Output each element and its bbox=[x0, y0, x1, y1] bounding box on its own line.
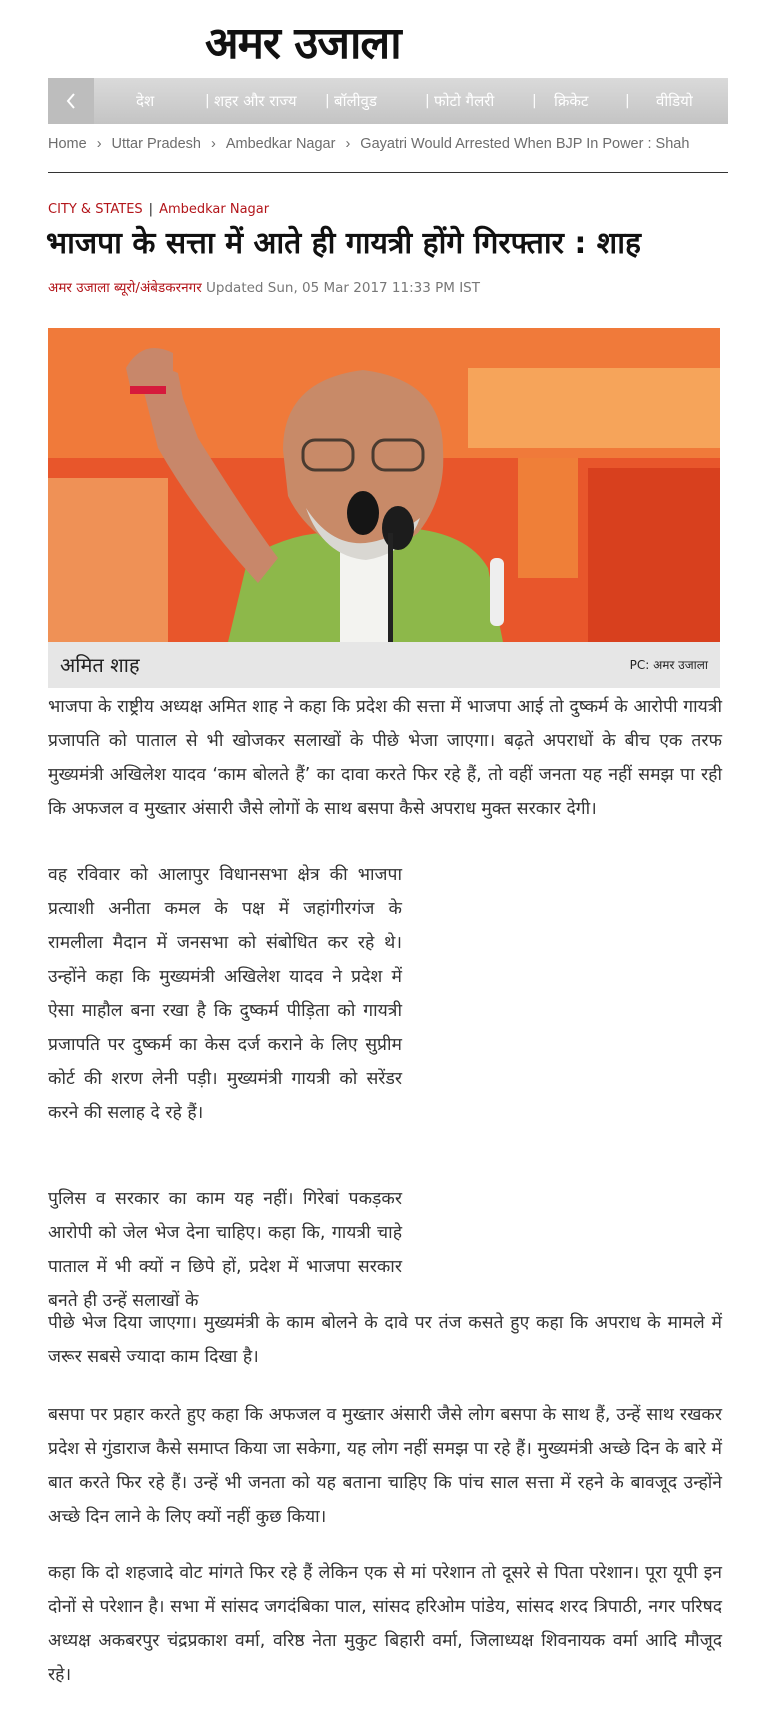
speaker-photo-illustration bbox=[48, 328, 720, 642]
breadcrumb-uttar-pradesh[interactable]: Uttar Pradesh bbox=[111, 136, 201, 152]
chevron-left-icon bbox=[65, 92, 77, 110]
nav-item-photo-gallery[interactable]: फोटो गैलरी bbox=[434, 92, 495, 110]
byline-author[interactable]: अमर उजाला ब्यूरो/अंबेडकरनगर bbox=[48, 280, 202, 296]
article-paragraph: बसपा पर प्रहार करते हुए कहा कि अफजल व मुख्तार अंसारी जैसे लोग बसपा के साथ हैं, उन्हें साथ रखकर प्रदेश से गुंडाराज कैसे समाप्त किया जा सकेगा, यह लोग नहीं समझ पा रहे हैं। मुख्यमंत्री अच्छे दिन के बारे में बात करते फिर रहे हैं। उन्हें भी जनता को यह बताना चाहिए कि पांच साल सत्ता में रहने के बावजूद उन्होंने अच्छे दिन लाने के लिए क्यों नहीं कुछ किया। bbox=[48, 1405, 722, 1527]
nav-item-desh[interactable]: देश bbox=[136, 92, 155, 110]
nav-item-shahar[interactable]: शहर और राज्य bbox=[214, 92, 297, 110]
nav-separator: | bbox=[425, 93, 430, 109]
nav-separator: | bbox=[205, 93, 210, 109]
breadcrumb-home[interactable]: Home bbox=[48, 136, 87, 152]
article-headline: भाजपा के सत्ता में आते ही गायत्री होंगे गिरफ्तार : शाह bbox=[46, 226, 641, 261]
article-paragraph: भाजपा के राष्ट्रीय अध्यक्ष अमित शाह ने कहा कि प्रदेश की सत्ता में भाजपा आई तो दुष्कर्म के आरोपी गायत्री प्रजापति को पाताल से भी खोजकर सलाखों के पीछे भेजा जाएगा। बढ़ते अपराधों के बीच एक तरफ मुख्यमंत्री अखिलेश यादव ‘काम बोलते हैं’ का दावा करते फिर रहे हैं, तो वहीं जनता यह नहीं समझ पा रही कि अफजल व मुख्तार अंसारी जैसे लोगों के साथ बसपा कैसे अपराध मुक्त सरकार देगी। bbox=[48, 697, 722, 819]
nav-separator: | bbox=[532, 93, 537, 109]
breadcrumb-separator: › bbox=[211, 136, 216, 152]
byline-updated: Updated Sun, 05 Mar 2017 11:33 PM IST bbox=[206, 280, 480, 296]
breadcrumb-separator: › bbox=[96, 136, 102, 152]
nav-item-bollywood[interactable]: बॉलीवुड bbox=[334, 92, 377, 110]
nav-separator: | bbox=[325, 93, 330, 109]
breadcrumb-ambedkar-nagar[interactable]: Ambedkar Nagar bbox=[225, 136, 336, 152]
nav-item-cricket[interactable]: क्रिकेट bbox=[554, 92, 589, 110]
article-paragraph: पीछे भेज दिया जाएगा। मुख्यमंत्री के काम बोलने के दावे पर तंज कसते हुए कहा कि अपराध के मामले में जरूर सबसे ज्यादा काम दिखा है। bbox=[48, 1313, 722, 1367]
article-paragraph: पुलिस व सरकार का काम यह नहीं। गिरेबां पकड़कर आरोपी को जेल भेज देना चाहिए। कहा कि, गायत्री चाहे पाताल में भी क्यों न छिपे हों, प्रदेश में भाजपा सरकार बनते ही उन्हें सलाखों के bbox=[48, 1189, 402, 1311]
breadcrumb-current: Gayatri Would Arrested When BJP In Power : Shah bbox=[360, 136, 690, 152]
image-caption: अमित शाह bbox=[60, 653, 140, 677]
nav-prev-button[interactable] bbox=[48, 78, 94, 124]
category-links bbox=[48, 202, 269, 217]
breadcrumb bbox=[48, 136, 738, 158]
image-caption-bar bbox=[48, 642, 720, 688]
nav-separator: | bbox=[625, 93, 630, 109]
article-paragraph: कहा कि दो शहजादे वोट मांगते फिर रहे हैं लेकिन एक से मां परेशान तो दूसरे से पिता परेशान। पूरा यूपी इन दोनों से परेशान है। सभा में सांसद जगदंबिका पाल, सांसद हरिओम पांडेय, सांसद शरद त्रिपाठी, नगर परिषद अध्यक्ष अकबरपुर चंद्रप्रकाश वर्मा, वरिष्ठ नेता मुकुट बिहारी वर्मा, जिलाध्यक्ष शिवनायक वर्मा आदि मौजूद रहे। bbox=[48, 1563, 722, 1685]
site-logo[interactable]: अमर उजाला bbox=[205, 18, 401, 69]
category-ambedkar-nagar[interactable]: Ambedkar Nagar bbox=[159, 202, 270, 217]
nav-item-video[interactable]: वीडियो bbox=[656, 92, 693, 110]
article-hero-image bbox=[48, 328, 720, 642]
image-credit: PC: अमर उजाला bbox=[629, 658, 708, 672]
breadcrumb-separator: › bbox=[345, 136, 351, 152]
category-separator: | bbox=[148, 202, 154, 217]
article-byline bbox=[48, 278, 480, 296]
article-paragraph: वह रविवार को आलापुर विधानसभा क्षेत्र की भाजपा प्रत्याशी अनीता कमल के पक्ष में जहांगीरगंज के रामलीला मैदान में जनसभा को संबोधित कर रहे थे। उन्होंने कहा कि मुख्यमंत्री अखिलेश यादव ने प्रदेश में ऐसा माहौल बना रखा है कि दुष्कर्म पीड़िता को गायत्री प्रजापति पर दुष्कर्म का केस दर्ज कराने के लिए सुप्रीम कोर्ट की शरण लेनी पड़ी। मुख्यमंत्री गायत्री को सरेंडर करने की सलाह दे रहे हैं। bbox=[48, 865, 402, 1123]
top-navigation bbox=[48, 78, 728, 124]
divider bbox=[48, 172, 728, 173]
category-city-states[interactable]: CITY & STATES bbox=[48, 202, 143, 217]
